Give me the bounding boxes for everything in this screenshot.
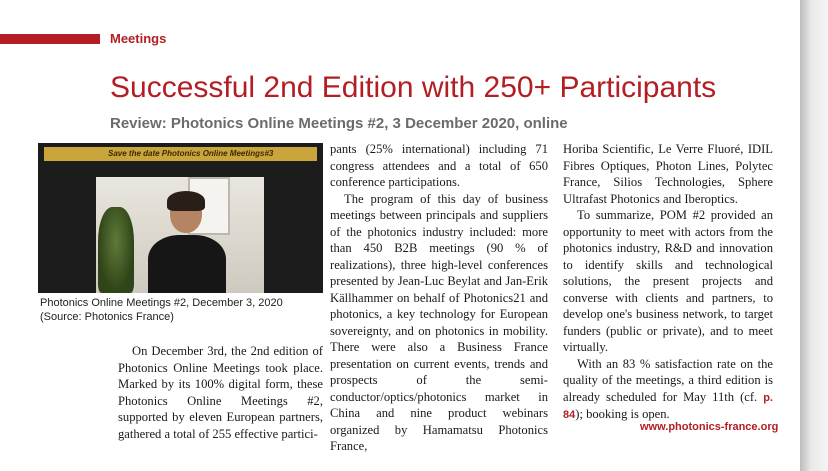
section-label: Meetings	[110, 31, 167, 46]
event-photo	[38, 143, 323, 293]
caption-line-2: (Source: Photonics France)	[40, 311, 174, 323]
col2-paragraph-2: The program of this day of business meetings between principals and suppliers of the photonics industry included: more than 450 B2B meetings (90 % of realizations), three high-level conferences presented by Jean-Luc Beylat and Jan-Erik Källhammer on behalf of Photonics21 and photonics, a key technology for European sovereignty, and on photonics in mobility. There were also a Business France presentation on current events, trends and prospects of the semi-conductor/optics/photonics market in China and nine product webinars organized by Hamamatsu Photonics France,	[330, 191, 548, 453]
footer-website-link[interactable]: www.photonics-france.org	[640, 421, 779, 433]
column-1	[118, 343, 323, 442]
column-2	[330, 141, 548, 455]
col3-paragraph-2: To summarize, POM #2 provided an opportunity to meet with actors from the photonics industry, R&D and innovation to identify skills and technological solutions, the present projects and converse with clients and partners, to develop one's business network, to target funders (public or private), and to meet virtually.	[563, 208, 773, 354]
col3-paragraph-3-text-b: ); booking is open.	[575, 407, 670, 421]
article-subhead: Review: Photonics Online Meetings #2, 3 December 2020, online	[110, 115, 568, 132]
column-3	[563, 141, 773, 424]
photo-room	[96, 177, 264, 293]
article-headline: Successful 2nd Edition with 250+ Participants	[110, 71, 717, 104]
col3-paragraph-3	[563, 356, 773, 424]
col3-paragraph-1: Horiba Scientific, Le Verre Fluoré, IDIL Fibres Optiques, Photon Lines, Polytec France, Silios Technologies, Sphere Ultrafast Photonics and Iberoptics.	[563, 142, 773, 206]
caption-line-1: Photonics Online Meetings #2, December 3, 2020	[40, 297, 283, 309]
photo-speaker-body	[148, 235, 226, 293]
page-reference-link[interactable]: p. 84	[563, 391, 773, 421]
photo-banner: Save the date Photonics Online Meetings#3	[44, 147, 317, 161]
photo-plant	[98, 207, 134, 293]
col1-paragraph-1: On December 3rd, the 2nd edition of Photonics Online Meetings took place. Marked by its 100% digital form, these Photonics Online Meetings #2, supported by eleven European partners, gathered a total of 255 effective partici-	[118, 344, 323, 441]
col3-paragraph-3-text-a: With an 83 % satisfaction rate on the quality of the meetings, a third edition is already scheduled for May 11th (cf.	[563, 356, 773, 404]
col2-paragraph-1: pants (25% international) including 71 congress attendees and a total of 650 conference participations.	[330, 142, 548, 189]
photo-caption	[40, 296, 283, 324]
section-color-bar	[0, 34, 100, 44]
photo-speaker-hair	[167, 191, 205, 211]
page-edge-shadow	[800, 0, 828, 471]
